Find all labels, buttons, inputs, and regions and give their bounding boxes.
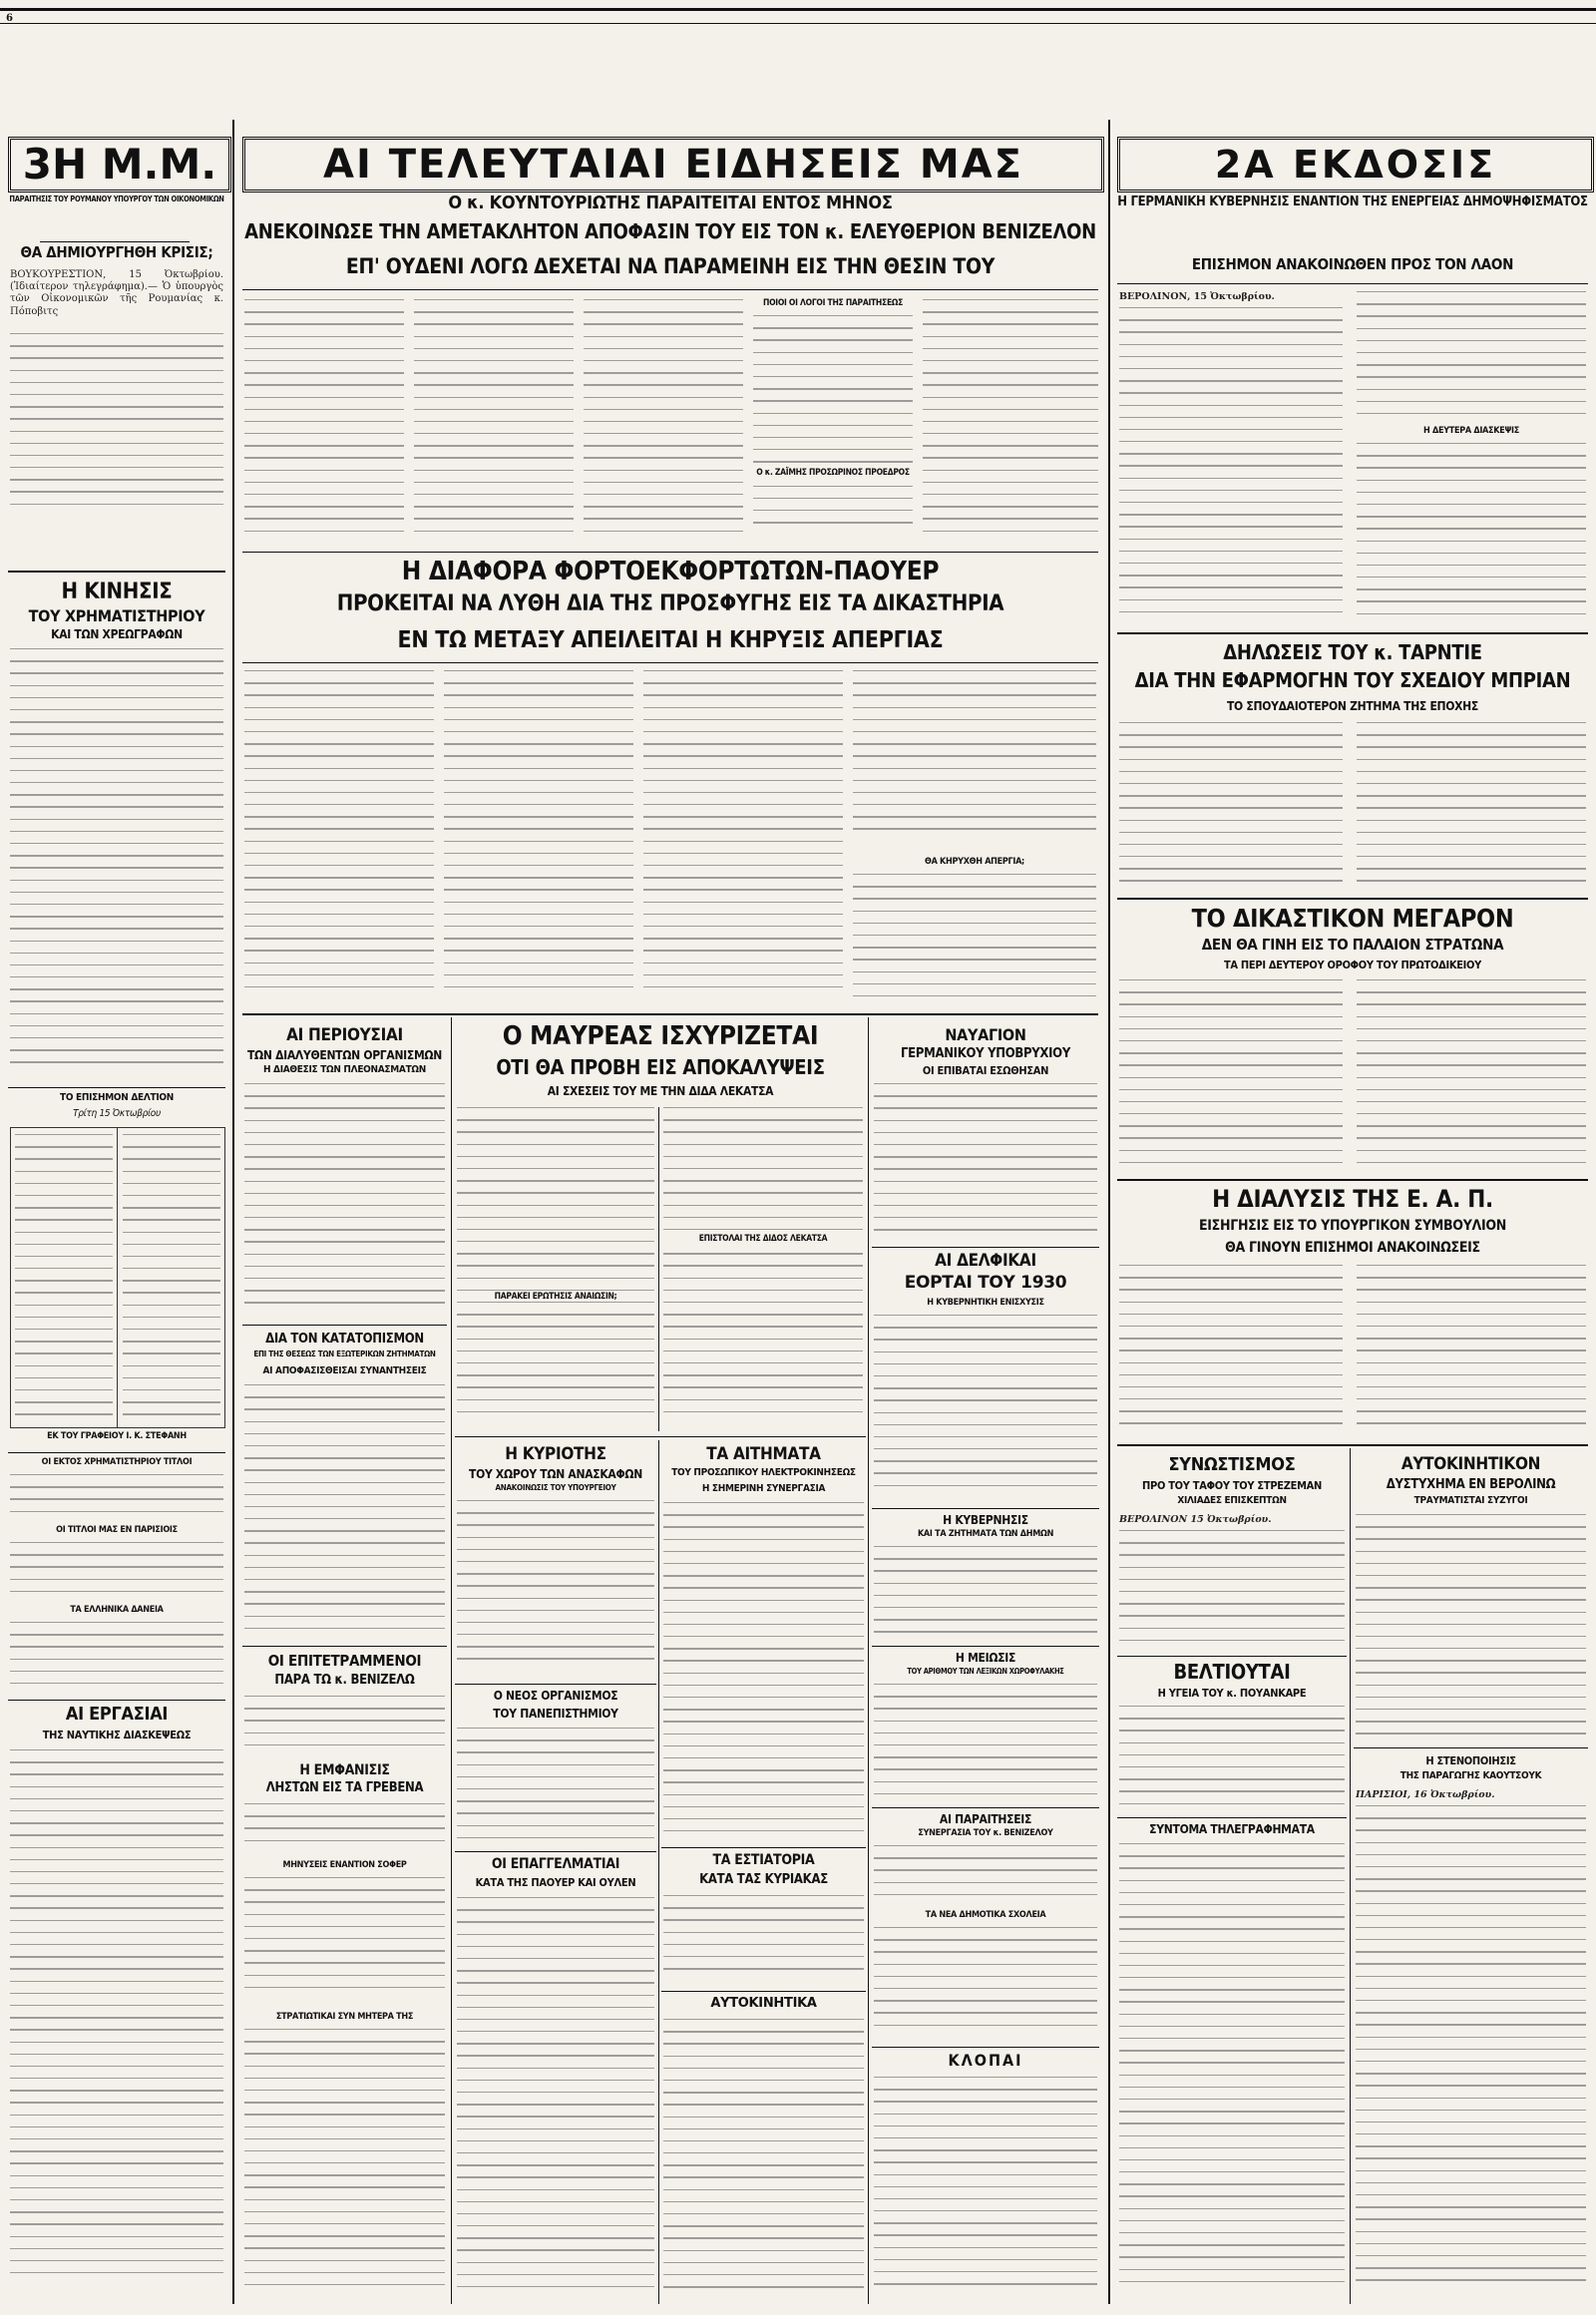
lead-col-5 [923,299,1098,549]
autokin-right-sub2: ΤΡΑΥΜΑΤΙΣΤΑΙ ΣΥΖΥΓΟΙ [1413,1495,1528,1506]
lead-headline-1: Ο κ. ΚΟΥΝΤΟΥΡΙΩΤΗΣ ΠΑΡΑΙΤΕΙΤΑΙ ΕΝΤΟΣ ΜΗΝΟΣ [448,193,893,213]
divider [242,1325,447,1326]
ep-sub1: ΕΙΣΗΓΗΣΙΣ ΕΙΣ ΤΟ ΥΠΟΥΡΓΙΚΟΝ ΣΥΜΒΟΥΛΙΟΝ [1198,1218,1506,1234]
divider [872,1508,1099,1509]
lead-col-3 [584,299,743,549]
fortoek-col-5 [853,874,1096,1009]
divider [8,1087,225,1088]
mavreas-sub-a: ΠΑΡΑΚΕΙ ΕΡΩΤΗΣΙΣ ΑΝΑΙΩΣΙΝ; [457,1293,654,1302]
divider [242,1646,447,1647]
emfan-body [244,1803,445,1855]
mavreas-body-1 [457,1107,654,1431]
divider [40,241,190,242]
paraitisis-body [874,1845,1097,1905]
mavreas-sub2: ΑΙ ΣΧΕΣΕΙΣ ΤΟΥ ΜΕ ΤΗΝ ΔΙΔΑ ΛΕΚΑΤΣΑ [547,1084,774,1098]
epitrep-sub: ΠΑΡΑ ΤΩ κ. ΒΕΝΙΖΕΛΩ [274,1673,415,1688]
ektos-body [10,1474,223,1522]
lead-col-1 [244,299,404,549]
right-headline-sub: ΕΠΙΣΗΜΟΝ ΑΝΑΚΟΙΝΩΘΕΝ ΠΡΟΣ ΤΟΝ ΛΑΟΝ [1191,255,1514,273]
paraitisis-sub: ΣΥΝΕΡΓΑΣΙΑ ΤΟΥ κ. ΒΕΝΙΖΕΛΟΥ [918,1828,1053,1838]
mnimeia-body [244,1877,445,2007]
emfan-headline: Η ΕΜΦΑΝΙΣΙΣ [299,1762,390,1778]
stenop-headline: Η ΣΤΕΝΟΠΟΙΗΣΙΣ [1425,1754,1516,1767]
autokin-right-headline: ΑΥΤΟΚΙΝΗΤΙΚΟΝ [1400,1454,1541,1474]
divider [1117,1444,1588,1446]
dikast-col-1 [1119,979,1343,1175]
divider [872,2047,1099,2048]
kinisis-sub2: ΚΑΙ ΤΩΝ ΧΡΕΩΓΡΑΦΩΝ [51,627,183,641]
strat-body [244,2029,445,2300]
delfikai-sub2: Η ΚΥΒΕΡΝΗΤΙΚΗ ΕΝΙΣΧΥΣΙΣ [927,1298,1044,1308]
dateline-3: ΒΕΡΟΛΙΝΟΝ 15 Ὀκτωβρίου. [1119,1514,1272,1525]
tardieu-col-1 [1119,722,1343,892]
divider [242,289,1098,290]
epangel-headline: ΟΙ ΕΠΑΓΓΕΛΜΑΤΙΑΙ [491,1856,620,1872]
divider [872,1646,1099,1647]
aitimata-sub1: ΤΟΥ ΠΡΟΣΩΠΙΚΟΥ ΗΛΕΚΤΡΟΚΙΝΗΣΕΩΣ [671,1467,856,1478]
organismos-body [457,1728,654,1847]
column-rule [658,1440,659,2304]
divider [1117,1817,1347,1818]
mavreas-body-2 [663,1107,863,1431]
stenop-sub: ΤΗΣ ΠΑΡΑΓΩΓΗΣ ΚΑΟΥΤΣΟΥΚ [1399,1770,1542,1781]
ep-col-1 [1119,1265,1343,1440]
synostismos-headline: ΣΥΝΩΣΤΙΣΜΟΣ [1168,1454,1296,1475]
meiosis-sub: ΤΟΥ ΑΡΙΘΜΟΥ ΤΩΝ ΛΕΞΙΚΩΝ ΧΩΡΟΦΥΛΑΚΗΣ [907,1667,1064,1676]
katapol-body [244,1384,445,1644]
fortoek-col-1 [244,670,434,1009]
column-rule [658,1107,659,1431]
deltion-title: ΤΟ ΕΠΙΣΗΜΟΝ ΔΕΛΤΙΟΝ [60,1092,174,1103]
perious-sub2: Η ΔΙΑΘΕΣΙΣ ΤΩΝ ΠΛΕΟΝΑΣΜΑΤΩΝ [263,1064,426,1075]
mnimeia-headline: ΜΗΝΥΣΕΙΣ ΕΝΑΝΤΙΟΝ ΣΟΦΕΡ [282,1860,407,1870]
epangel-body [457,1897,654,2300]
synostismos-sub2: ΧΙΛΙΑΔΕΣ ΕΠΙΣΚΕΠΤΩΝ [1177,1495,1287,1506]
divider [455,1851,656,1852]
divider [455,1436,866,1437]
lead-col-4 [753,315,913,549]
left-lead-text: ΒΟΥΚΟΥΡΕΣΤΙΟΝ, 15 Ὀκτωβρίου. (Ἰδιαίτερον τηλεγράφημα).— Ὁ ὑπουργὸς τῶν Οἰκονομικῶν τῆς Ρουμανίας κ. Πόποβιτς [10,269,223,317]
aitimata-body [663,1502,864,1845]
perious-sub1: ΤΩΝ ΔΙΑΛΥΘΕΝΤΩΝ ΟΡΓΑΝΙΣΜΩΝ [246,1048,443,1062]
sub-kiryxis: ΘΑ ΚΗΡΥΧΘΗ ΑΠΕΡΓΙΑ; [924,857,1024,867]
top-rule [0,8,1596,24]
fortoek-col-4 [853,670,1096,850]
titloi-body [10,1542,223,1602]
divider [661,1991,866,1992]
kyriotis-sub1: ΤΟΥ ΧΩΡΟΥ ΤΩΝ ΑΝΑΣΚΑΦΩΝ [469,1467,642,1481]
divider [1117,1179,1588,1181]
dateline-1: ΒΕΡΟΛΙΝΟΝ, 15 Ὀκτωβρίου. [1119,291,1275,302]
divider [1117,632,1588,634]
dikast-col-2 [1357,979,1586,1175]
synostismos-body [1119,1530,1345,1652]
meiosis-headline: Η ΜΕΙΩΣΙΣ [955,1651,1016,1665]
estiat-headline: ΤΑ ΕΣΤΙΑΤΟΡΙΑ [712,1852,815,1868]
divider [242,662,1098,663]
aitimata-headline: ΤΑ ΑΙΤΗΜΑΤΑ [706,1444,821,1464]
kyvernisis-sub: ΚΑΙ ΤΑ ΖΗΤΗΜΑΤΑ ΤΩΝ ΔΗΜΩΝ [917,1529,1054,1539]
klopai-headline: ΚΛΟΠΑΙ [948,2051,1023,2070]
naugion-sub2: ΟΙ ΕΠΙΒΑΤΑΙ ΕΣΩΘΗΣΑΝ [922,1064,1049,1077]
left-banner: 3Η Μ.Μ. [8,137,231,193]
scholeia-headline: ΤΑ ΝΕΑ ΔΗΜΟΤΙΚΑ ΣΧΟΛΕΙΑ [925,1910,1046,1920]
kyvernisis-body [874,1546,1097,1642]
sub-poioi: ΠΟΙΟΙ ΟΙ ΛΟΓΟΙ ΤΗΣ ΠΑΡΑΙΤΗΣΕΩΣ [762,298,904,308]
autokin-right-body [1356,1514,1586,1743]
divider [1354,1747,1588,1748]
ergasiai-title: ΑΙ ΕΡΓΑΣΙΑΙ [65,1704,169,1725]
autokin-right-sub1: ΔΥΣΤΥΧΗΜΑ ΕΝ ΒΕΡΟΛΙΝΩ [1386,1477,1556,1492]
veltiout-headline: ΒΕΛΤΙΟΥΤΑΙ [1173,1660,1291,1684]
fortoek-col-3 [643,670,843,1009]
epitrep-body [244,1696,445,1755]
second-dispatch-title: Η ΔΕΥΤΕΡΑ ΔΙΑΣΚΕΨΙΣ [1423,426,1519,436]
klopai-body [874,2077,1097,2300]
katapol-sub2: ΑΙ ΑΠΟΦΑΣΙΣΘΕΙΣΑΙ ΣΥΝΑΝΤΗΣΕΙΣ [262,1365,427,1376]
deltion-date: Τρίτη 15 Ὀκτωβρίου [73,1108,161,1119]
strat-headline: ΣΤΡΑΤΙΩΤΙΚΑΙ ΣΥΝ ΜΗΤΕΡΑ ΤΗΣ [275,2012,414,2022]
fortoek-headline-3: ΕΝ ΤΩ ΜΕΤΑΞΥ ΑΠΕΙΛΕΙΤΑΙ Η ΚΗΡΥΞΙΣ ΑΠΕΡΓΙΑΣ [397,627,944,653]
syntoma-body [1119,1843,1345,2300]
sub-proedros: Ο κ. ΖΑΪΜΗΣ ΠΡΟΣΩΡΙΝΟΣ ΠΡΟΕΔΡΟΣ [753,469,913,478]
syntoma-headline: ΣΥΝΤΟΜΑ ΤΗΛΕΓΡΑΦΗΜΑΤΑ [1149,1822,1315,1836]
column-rule-right [1108,120,1110,2304]
right-headline: Η ΓΕΡΜΑΝΙΚΗ ΚΥΒΕΡΝΗΣΙΣ ΕΝΑΝΤΙΟΝ ΤΗΣ ΕΝΕΡΓΕΙΑΣ ΔΗΜΟΨΗΦΙΣΜΑΤΟΣ [1117,194,1588,209]
daneia-title: ΤΑ ΕΛΛΗΝΙΚΑ ΔΑΝΕΙΑ [70,1605,164,1615]
divider [8,571,225,573]
column-rule-left [232,120,234,2304]
epangel-sub: ΚΑΤΑ ΤΗΣ ΠΑΟΥΕΡ ΚΑΙ ΟΥΛΕΝ [475,1876,636,1889]
epitrep-headline: ΟΙ ΕΠΙΤΕΤΡΑΜΜΕΝΟΙ [267,1652,422,1670]
organismos-headline: Ο ΝΕΟΣ ΟΡΓΑΝΙΣΜΟΣ [493,1689,618,1703]
daneia-body [10,1622,223,1694]
paraitisis-headline: ΑΙ ΠΑΡΑΙΤΗΣΕΙΣ [939,1812,1032,1826]
mavreas-headline: Ο ΜΑΥΡΕΑΣ ΙΣΧΥΡΙΖΕΤΑΙ [502,1021,819,1051]
autokin-body [663,2019,864,2300]
kinisis-body-text [10,648,223,1082]
katapol-sub1: ΕΠΙ ΤΗΣ ΘΕΣΕΩΣ ΤΩΝ ΕΞΩΤΕΡΙΚΩΝ ΖΗΤΗΜΑΤΩΝ [253,1350,436,1358]
divider [455,1684,656,1685]
right-lead-col-1 [1119,307,1343,626]
scholeia-body [874,1927,1097,2043]
kyriotis-body [457,1500,654,1680]
emfan-sub: ΛΗΣΤΩΝ ΕΙΣ ΤΑ ΓΡΕΒΕΝΑ [265,1780,424,1795]
divider [661,1847,866,1848]
mavreas-sub-b: ΕΠΙΣΤΟΛΑΙ ΤΗΣ ΔΙΔΟΣ ΛΕΚΑΤΣΑ [663,1235,863,1244]
lead-headline-3: ΕΠ' ΟΥΔΕΝΙ ΛΟΓΩ ΔΕΧΕΤΑΙ ΝΑ ΠΑΡΑΜΕΙΝΗ ΕΙΣ ΤΗΝ ΘΕΣΙΝ ΤΟΥ [345,254,996,278]
dikast-sub1: ΔΕΝ ΘΑ ΓΙΝΗ ΕΙΣ ΤΟ ΠΑΛΑΙΟΝ ΣΤΡΑΤΩΝΑ [1201,936,1504,954]
kyriotis-sub2: ΑΝΑΚΟΙΝΩΣΙΣ ΤΟΥ ΥΠΟΥΡΓΕΙΟΥ [495,1483,616,1492]
fortoek-headline-1: Η ΔΙΑΦΟΡΑ ΦΟΡΤΟΕΚΦΟΡΤΩΤΩΝ-ΠΑΟΥΕΡ [401,557,940,586]
divider [872,1247,1099,1248]
synostismos-sub1: ΠΡΟ ΤΟΥ ΤΑΦΟΥ ΤΟΥ ΣΤΡΕΖΕΜΑΝ [1142,1479,1322,1492]
fortoek-col-2 [444,670,633,1009]
titloi-title: ΟΙ ΤΙΤΛΟΙ ΜΑΣ ΕΝ ΠΑΡΙΣΙΟΙΣ [56,1525,178,1535]
dateline-4: ΠΑΡΙΣΙΟΙ, 16 Ὀκτωβρίου. [1356,1789,1495,1800]
divider [1117,898,1588,900]
katapol-headline: ΔΙΑ ΤΟΝ ΚΑΤΑΤΟΠΙΣΜΟΝ [265,1332,424,1347]
fortoek-headline-2: ΠΡΟΚΕΙΤΑΙ ΝΑ ΛΥΘΗ ΔΙΑ ΤΗΣ ΠΡΟΣΦΥΓΗΣ ΕΙΣ ΤΑ ΔΙΚΑΣΤΗΡΙΑ [336,591,1004,616]
perious-body [244,1083,445,1323]
divider [8,1700,225,1701]
right-lead-col-3 [1357,443,1586,626]
organismos-sub: ΤΟΥ ΠΑΝΕΠΙΣΤΗΜΙΟΥ [493,1707,618,1721]
kinisis-sub1: ΤΟΥ ΧΡΗΜΑΤΙΣΤΗΡΙΟΥ [28,606,205,625]
naugion-body [874,1083,1097,1243]
mavreas-sub1: ΟΤΙ ΘΑ ΠΡΟΒΗ ΕΙΣ ΑΠΟΚΑΛΥΨΕΙΣ [496,1055,825,1079]
divider [242,1013,1098,1015]
deltion-footer: ΕΚ ΤΟΥ ΓΡΑΦΕΙΟΥ Ι. Κ. ΣΤΕΦΑΝΗ [47,1431,187,1441]
ektos-title: ΟΙ ΕΚΤΟΣ ΧΡΗΜΑΤΙΣΤΗΡΙΟΥ ΤΙΤΛΟΙ [41,1457,193,1467]
exchange-table [10,1127,225,1428]
naugion-sub1: ΓΕΡΜΑΝΙΚΟΥ ΥΠΟΒΡΥΧΙΟΥ [900,1046,1070,1061]
veltiout-body [1119,1706,1345,1813]
column-rule [451,1017,452,2304]
column-rule [1350,1448,1351,2304]
ep-headline: Η ΔΙΑΛΥΣΙΣ ΤΗΣ Ε. Α. Π. [1212,1185,1493,1213]
divider [242,552,1098,553]
left-headline-1: ΠΑΡΑΙΤΗΣΙΣ ΤΟΥ ΡΟΥΜΑΝΟΥ ΥΠΟΥΡΓΟΥ ΤΩΝ ΟΙΚΟΝΟΜΙΚΩΝ [9,194,224,203]
divider [1117,283,1588,284]
ep-sub2: ΘΑ ΓΙΝΟΥΝ ΕΠΙΣΗΜΟΙ ΑΝΑΚΟΙΝΩΣΕΙΣ [1225,1240,1480,1256]
delfikai-sub1: ΕΟΡΤΑΙ ΤΟΥ 1930 [904,1273,1067,1293]
right-lead-col-2 [1357,291,1586,421]
estiat-sub: ΚΑΤΑ ΤΑΣ ΚΥΡΙΑΚΑΣ [699,1872,828,1887]
left-headline-2: ΘΑ ΔΗΜΙΟΥΡΓΗΘΗ ΚΡΙΣΙΣ; [20,243,213,261]
dikast-sub2: ΤΑ ΠΕΡΙ ΔΕΥΤΕΡΟΥ ΟΡΟΦΟΥ ΤΟΥ ΠΡΩΤΟΔΙΚΕΙΟΥ [1223,959,1482,971]
lead-col-2 [414,299,574,549]
page-number: 6 [6,13,13,24]
autokin-headline: ΑΥΤΟΚΙΝΗΤΙΚΑ [710,1996,817,2011]
column-rule [868,1017,869,2304]
center-banner: ΑΙ ΤΕΛΕΥΤΑΙΑΙ ΕΙΔΗΣΕΙΣ ΜΑΣ [242,137,1104,193]
estiat-body [663,1895,864,1985]
tardieu-col-2 [1357,722,1586,892]
kyvernisis-headline: Η ΚΥΒΕΡΝΗΣΙΣ [943,1513,1028,1527]
dikast-headline: ΤΟ ΔΙΚΑΣΤΙΚΟΝ ΜΕΓΑΡΟΝ [1191,904,1514,933]
right-banner: 2Α ΕΚΔΟΣΙΣ [1117,137,1594,193]
delfikai-headline: ΑΙ ΔΕΛΦΙΚΑΙ [935,1251,1036,1271]
ep-col-2 [1357,1265,1586,1440]
naugion-headline: ΝΑΥΑΓΙΟΝ [945,1025,1026,1044]
tardieu-sub2: ΤΟ ΣΠΟΥΔΑΙΟΤΕΡΟΝ ΖΗΤΗΜΑ ΤΗΣ ΕΠΟΧΗΣ [1226,699,1478,713]
divider [1117,1656,1347,1657]
kinisis-title: Η ΚΙΝΗΣΙΣ [61,579,173,604]
divider [872,1807,1099,1808]
stenop-body [1356,1805,1586,2300]
veltiout-sub: Η ΥΓΕΙΑ ΤΟΥ κ. ΠΟΥΑΝΚΑΡΕ [1157,1687,1307,1700]
divider [8,1452,225,1453]
ergasiai-sub: ΤΗΣ ΝΑΥΤΙΚΗΣ ΔΙΑΣΚΕΨΕΩΣ [42,1729,192,1741]
left-body-text [10,333,223,523]
perious-headline: ΑΙ ΠΕΡΙΟΥΣΙΑΙ [286,1025,403,1045]
delfikai-body [874,1315,1097,1504]
ergasiai-body [10,1749,223,2298]
kyriotis-headline: Η ΚΥΡΙΟΤΗΣ [505,1444,606,1464]
aitimata-sub2: Η ΣΗΜΕΡΙΝΗ ΣΥΝΕΡΓΑΣΙΑ [701,1483,826,1494]
meiosis-body [874,1684,1097,1803]
lead-headline-2: ΑΝΕΚΟΙΝΩΣΕ ΤΗΝ ΑΜΕΤΑΚΛΗΤΟΝ ΑΠΟΦΑΣΙΝ ΤΟΥ ΕΙΣ ΤΟΝ κ. ΕΛΕΥΘΕΡΙΟΝ ΒΕΝΙΖΕΛΟΝ [244,219,1096,243]
tardieu-headline: ΔΗΛΩΣΕΙΣ ΤΟΥ κ. ΤΑΡΝΤΙΕ [1223,640,1482,664]
tardieu-sub1: ΔΙΑ ΤΗΝ ΕΦΑΡΜΟΓΗΝ ΤΟΥ ΣΧΕΔΙΟΥ ΜΠΡΙΑΝ [1134,668,1571,692]
